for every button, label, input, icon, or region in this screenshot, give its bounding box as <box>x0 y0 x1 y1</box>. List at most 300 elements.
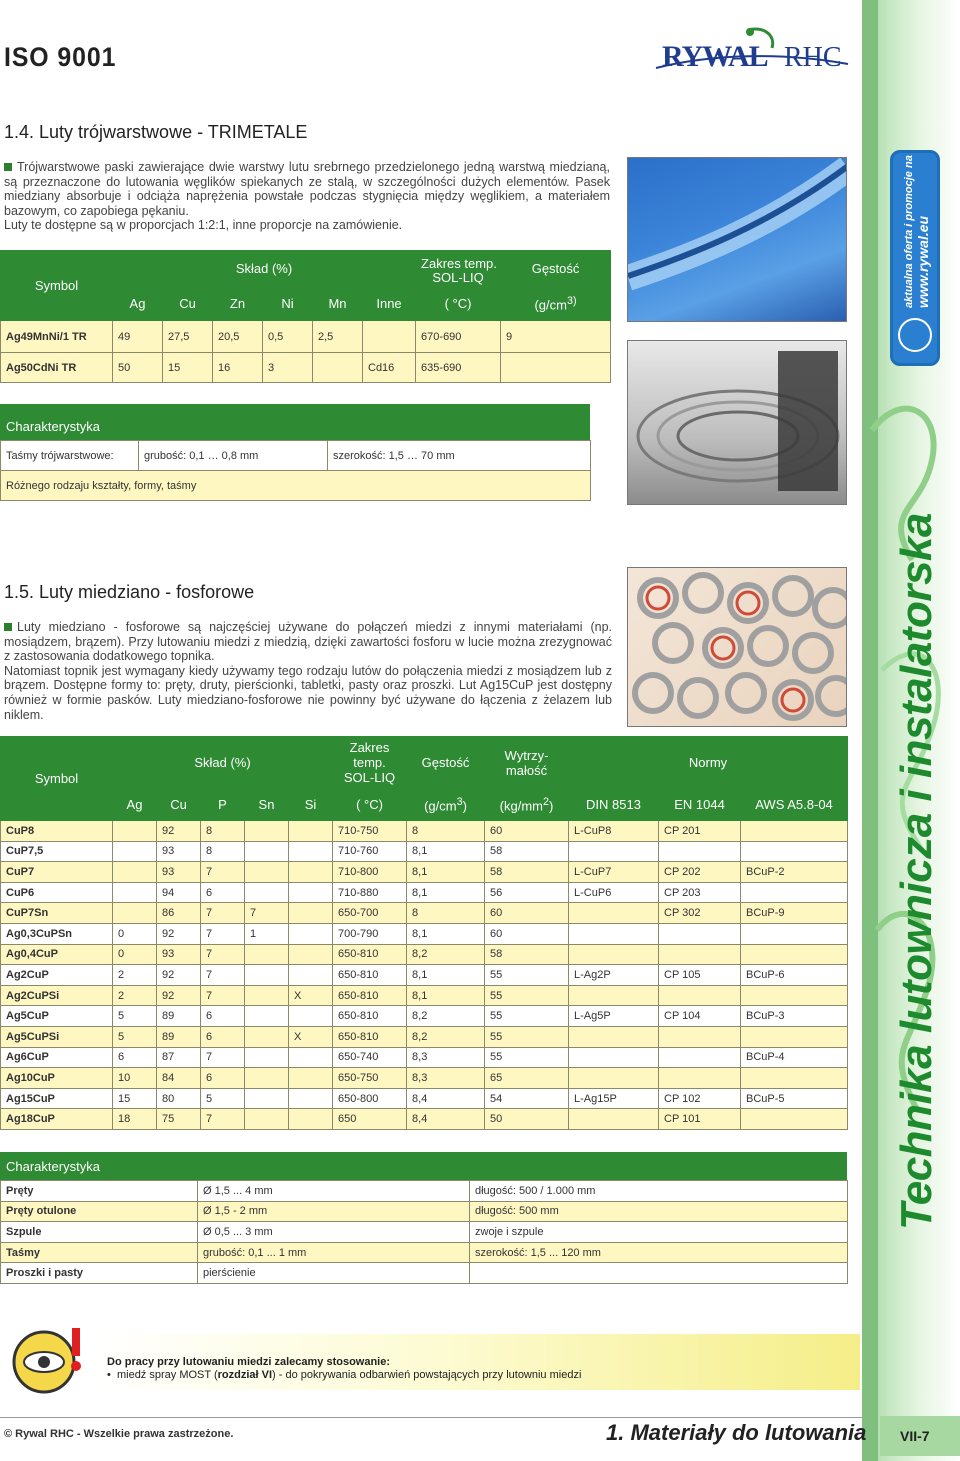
cell: CP 102 <box>659 1088 741 1109</box>
cell: 650-740 <box>333 1047 407 1068</box>
cell <box>659 1068 741 1089</box>
col-normy: Normy <box>569 737 848 789</box>
cell: szerokość: 1,5 … 70 mm <box>328 441 591 471</box>
cell <box>289 1006 333 1027</box>
cell: Ø 1,5 ... 4 mm <box>198 1181 470 1202</box>
cell: 7 <box>201 985 245 1006</box>
cell: L-Ag2P <box>569 965 659 986</box>
section-15-description <box>4 620 612 722</box>
table-row <box>1 821 848 842</box>
cell: 8,1 <box>407 965 485 986</box>
cell: 55 <box>485 1006 569 1027</box>
cell <box>289 944 333 965</box>
cell <box>741 841 848 862</box>
strength-sup: 2 <box>543 795 550 808</box>
cell: 0,5 <box>263 321 313 353</box>
col-zakres <box>416 251 501 287</box>
cell: Cd16 <box>363 353 416 383</box>
cell: 710-760 <box>333 841 407 862</box>
cell: 3 <box>263 353 313 383</box>
cell: 7 <box>201 903 245 924</box>
cell: 0 <box>113 923 157 944</box>
zakres-temp-label: temp. <box>353 755 386 770</box>
cell <box>289 923 333 944</box>
cell <box>113 882 157 903</box>
table-row <box>1 1109 848 1130</box>
cell <box>113 841 157 862</box>
cell: 5 <box>113 1026 157 1047</box>
cell: 8,1 <box>407 841 485 862</box>
cell: 635-690 <box>416 353 501 383</box>
section-15-para-1: Luty miedziano - fosforowe są najczęściej używane do połączeń miedzi z innymi materiałami (np. mosiądzem, brązem). Przy lutowaniu miedzi z miedzią, dzięki zawartości fosforu w lucie można zrezygnować z zastosowania dodatkowego topnika. <box>4 620 612 664</box>
density-sup: 3 <box>456 795 463 808</box>
cell <box>289 965 333 986</box>
col-p: P <box>201 789 245 821</box>
cell <box>289 1047 333 1068</box>
col-zakres <box>333 737 407 789</box>
col-sklad: Skład (%) <box>113 251 416 287</box>
note-bullet <box>107 1369 581 1381</box>
col-sklad: Skład (%) <box>113 737 333 789</box>
strength-unit: (kg/mm <box>499 798 543 814</box>
cell: 710-800 <box>333 862 407 883</box>
col-inne: Inne <box>363 287 416 321</box>
cell: 80 <box>157 1088 201 1109</box>
cell: 2 <box>113 985 157 1006</box>
cell: 6 <box>201 882 245 903</box>
section-14-para-2: Luty te dostępne są w proporcjach 1:2:1, inne proporcje na zamówienie. <box>4 218 403 233</box>
cell <box>363 321 416 353</box>
wytrzy-label-1: Wytrzy- <box>504 747 549 763</box>
cell: 670-690 <box>416 321 501 353</box>
cell <box>289 862 333 883</box>
wire-spool-photo <box>627 340 847 505</box>
section-14-title: 1.4. Luty trójwarstwowe - TRIMETALE <box>4 122 308 142</box>
page-number: VII-7 <box>900 1428 930 1444</box>
cell: 8,4 <box>407 1109 485 1130</box>
cell: L-CuP7 <box>569 862 659 883</box>
col-mn: Mn <box>313 287 363 321</box>
cell: 60 <box>485 903 569 924</box>
cell: 5 <box>113 1006 157 1027</box>
cell: grubość: 0,1 … 0,8 mm <box>139 441 328 471</box>
cell: 650-800 <box>333 1088 407 1109</box>
col-cu: Cu <box>157 789 201 821</box>
cell <box>659 1026 741 1047</box>
density-unit: (g/cm <box>534 297 567 313</box>
logo-text-rywal: RYWAL <box>662 40 768 73</box>
cell: 18 <box>113 1109 157 1130</box>
cell <box>569 923 659 944</box>
cell: 7 <box>201 862 245 883</box>
note-text-bold: rozdział VI <box>217 1369 273 1381</box>
cell: CuP8 <box>1 821 113 842</box>
cell: 65 <box>485 1068 569 1089</box>
footer-copyright: © Rywal RHC - Wszelkie prawa zastrzeżone. <box>4 1428 234 1440</box>
cell: 8,3 <box>407 1047 485 1068</box>
characteristics-table-15 <box>0 1180 848 1284</box>
cell: 84 <box>157 1068 201 1089</box>
cell: 8 <box>201 841 245 862</box>
solliq-label: SOL-LIQ <box>343 770 396 785</box>
cell: 16 <box>213 353 263 383</box>
cell: Ø 1,5 - 2 mm <box>198 1201 470 1222</box>
wire-coil-icon <box>628 341 847 505</box>
cell: 58 <box>485 944 569 965</box>
col-density-unit <box>501 287 611 321</box>
cell <box>245 882 289 903</box>
cell: pierścienie <box>198 1263 470 1284</box>
cell: X <box>289 985 333 1006</box>
cell: CuP7 <box>1 862 113 883</box>
cell: CP 105 <box>659 965 741 986</box>
cell: Ag2CuP <box>1 965 113 986</box>
cell: 8,1 <box>407 862 485 883</box>
cell: 49 <box>113 321 163 353</box>
cell <box>569 841 659 862</box>
cell: 60 <box>485 821 569 842</box>
cell: CP 203 <box>659 882 741 903</box>
cell <box>245 862 289 883</box>
cell: 75 <box>157 1109 201 1130</box>
table-row <box>1 1026 848 1047</box>
cell: 0 <box>113 944 157 965</box>
cell: 94 <box>157 882 201 903</box>
cell: 89 <box>157 1026 201 1047</box>
cell <box>741 1068 848 1089</box>
cell: BCuP-4 <box>741 1047 848 1068</box>
wytrzy-label-2: małość <box>505 762 548 778</box>
cell: L-CuP8 <box>569 821 659 842</box>
cell: 86 <box>157 903 201 924</box>
cell: BCuP-9 <box>741 903 848 924</box>
cell <box>569 1068 659 1089</box>
col-ni: Ni <box>263 287 313 321</box>
bullet-dot-icon: • <box>107 1369 117 1381</box>
table-row <box>1 965 848 986</box>
cell: Pręty <box>1 1181 198 1202</box>
cell: L-Ag5P <box>569 1006 659 1027</box>
cell: CP 101 <box>659 1109 741 1130</box>
warning-eye-icon <box>4 1322 88 1394</box>
cell <box>659 944 741 965</box>
table-row <box>1 321 611 353</box>
cell: Ag5CuPSi <box>1 1026 113 1047</box>
cell: 650-700 <box>333 903 407 924</box>
cell <box>741 821 848 842</box>
cell: 92 <box>157 923 201 944</box>
cell: Ag5CuP <box>1 1006 113 1027</box>
cell: Taśmy <box>1 1242 198 1263</box>
cell: 6 <box>113 1047 157 1068</box>
cell: 6 <box>201 1006 245 1027</box>
col-symbol: Symbol <box>1 251 113 321</box>
col-sn: Sn <box>245 789 289 821</box>
cell: 15 <box>163 353 213 383</box>
cell: BCuP-3 <box>741 1006 848 1027</box>
cell <box>245 821 289 842</box>
cell: CuP7,5 <box>1 841 113 862</box>
cell <box>659 1047 741 1068</box>
col-ag: Ag <box>113 287 163 321</box>
cell <box>659 841 741 862</box>
cell <box>289 1068 333 1089</box>
sidebar-title: Technika lutownicza i instalatorska <box>892 513 941 1230</box>
table-row <box>1 841 848 862</box>
cell: 7 <box>201 944 245 965</box>
cell: Ag2CuPSi <box>1 985 113 1006</box>
col-zn: Zn <box>213 287 263 321</box>
cell: 8,3 <box>407 1068 485 1089</box>
cell <box>569 1026 659 1047</box>
cell: 55 <box>485 1047 569 1068</box>
cell: 650-810 <box>333 965 407 986</box>
cell: 2 <box>113 965 157 986</box>
table-row <box>1 903 848 924</box>
cell: Ag50CdNi TR <box>1 353 113 383</box>
table-row <box>1 1201 848 1222</box>
col-ag: Ag <box>113 789 157 821</box>
table-row <box>1 1006 848 1027</box>
cell <box>113 821 157 842</box>
promo-text <box>902 108 930 308</box>
note-title: Do pracy przy lutowaniu miedzi zalecamy stosowanie: <box>107 1356 391 1368</box>
cell: 58 <box>485 862 569 883</box>
cell: Ag0,4CuP <box>1 944 113 965</box>
cell <box>113 903 157 924</box>
bullet-icon <box>4 163 12 171</box>
cell <box>313 353 363 383</box>
cell: 92 <box>157 821 201 842</box>
col-din: DIN 8513 <box>569 789 659 821</box>
cell: 6 <box>201 1026 245 1047</box>
cell <box>245 965 289 986</box>
cell <box>245 985 289 1006</box>
cell <box>741 985 848 1006</box>
cell: 7 <box>201 965 245 986</box>
cell <box>289 1109 333 1130</box>
col-gestosc: Gęstość <box>407 737 485 789</box>
characteristics-table-14 <box>0 440 591 501</box>
col-symbol: Symbol <box>1 737 113 821</box>
company-logo <box>652 24 852 80</box>
cell: 8,1 <box>407 882 485 903</box>
cell: 650-810 <box>333 1006 407 1027</box>
cell: 710-750 <box>333 821 407 842</box>
section-15-title: 1.5. Luty miedziano - fosforowe <box>4 582 255 602</box>
cell: 8,4 <box>407 1088 485 1109</box>
section-14-description <box>4 160 610 233</box>
cell: 650-810 <box>333 985 407 1006</box>
cell: 15 <box>113 1088 157 1109</box>
cell: 56 <box>485 882 569 903</box>
table-row <box>1 882 848 903</box>
cell <box>113 862 157 883</box>
table-row <box>1 1222 848 1243</box>
cell: 27,5 <box>163 321 213 353</box>
col-temp-unit: ( °C) <box>333 789 407 821</box>
cell: Taśmy trójwarstwowe: <box>1 441 139 471</box>
solliq-label: SOL-LIQ <box>432 269 484 285</box>
cell: 50 <box>485 1109 569 1130</box>
cell: 6 <box>201 1068 245 1089</box>
cell: 2,5 <box>313 321 363 353</box>
cell <box>245 841 289 862</box>
table-row <box>1 944 848 965</box>
iso-label: ISO 9001 <box>4 42 117 72</box>
cell: 7 <box>201 1047 245 1068</box>
cell: 55 <box>485 985 569 1006</box>
cell <box>289 821 333 842</box>
cell: Szpule <box>1 1222 198 1243</box>
cell: 93 <box>157 841 201 862</box>
section-15-para-2: Natomiast topnik jest wymagany kiedy używamy tego rodzaju lutów do połączenia miedzi z mosiądzem lub z brązem. Dostępne formy to: pręty, druty, pierścionki, tabletki, pasty oraz proszki. Lut Ag15CuP jest dostępny również w formie pasków. Luty miedziano-fosforowe nie powinny być używane do łączenia z żelazem lub niklem. <box>4 663 612 722</box>
cell: 7 <box>201 923 245 944</box>
cell <box>501 353 611 383</box>
note-text-pre: miedź spray MOST ( <box>116 1369 218 1381</box>
col-cu: Cu <box>163 287 213 321</box>
trimetal-table <box>0 250 611 383</box>
table-row <box>1 1263 848 1284</box>
cell <box>289 841 333 862</box>
bullet-icon <box>4 623 12 631</box>
cell: X <box>289 1026 333 1047</box>
cell <box>245 1006 289 1027</box>
cell: Proszki i pasty <box>1 1263 198 1284</box>
cell <box>569 1109 659 1130</box>
copper-rings-photo <box>627 567 847 727</box>
cell <box>569 985 659 1006</box>
metal-strip-icon <box>628 158 847 322</box>
cell: Ag6CuP <box>1 1047 113 1068</box>
cell <box>245 1068 289 1089</box>
cell <box>659 923 741 944</box>
footer-divider <box>0 1417 862 1418</box>
cell <box>245 1109 289 1130</box>
col-strength-unit <box>485 789 569 821</box>
cell <box>569 903 659 924</box>
density-close: ) <box>462 798 467 814</box>
footer-chapter-title: 1. Materiały do lutowania <box>606 1420 867 1445</box>
table-row <box>1 923 848 944</box>
col-aws: AWS A5.8-04 <box>741 789 848 821</box>
table-row <box>1 1088 848 1109</box>
cell <box>470 1263 848 1284</box>
cell: CP 104 <box>659 1006 741 1027</box>
rywal-badge-icon <box>898 318 932 352</box>
cell: zwoje i szpule <box>470 1222 848 1243</box>
cell <box>289 882 333 903</box>
cell: 8 <box>407 821 485 842</box>
density-unit: (g/cm <box>424 798 457 814</box>
cell <box>289 903 333 924</box>
cell: 50 <box>113 353 163 383</box>
cell: 8,2 <box>407 1006 485 1027</box>
cell: 9 <box>501 321 611 353</box>
table-row <box>1 1181 848 1202</box>
cell: 60 <box>485 923 569 944</box>
cell: długość: 500 / 1.000 mm <box>470 1181 848 1202</box>
cell <box>245 1047 289 1068</box>
cell <box>741 1109 848 1130</box>
cell <box>289 1088 333 1109</box>
cell: BCuP-6 <box>741 965 848 986</box>
cell <box>569 944 659 965</box>
cell <box>245 1026 289 1047</box>
cell: szerokość: 1,5 ... 120 mm <box>470 1242 848 1263</box>
cell: Ag15CuP <box>1 1088 113 1109</box>
zakres-label: Zakres temp. <box>421 255 497 271</box>
table-row <box>1 353 611 383</box>
cell: 87 <box>157 1047 201 1068</box>
cell: 7 <box>245 903 289 924</box>
cell: 92 <box>157 985 201 1006</box>
cell: długość: 500 mm <box>470 1201 848 1222</box>
cell: Ø 0,5 ... 3 mm <box>198 1222 470 1243</box>
cell: L-CuP6 <box>569 882 659 903</box>
cell: 10 <box>113 1068 157 1089</box>
cell: 650-810 <box>333 1026 407 1047</box>
table-row <box>1 985 848 1006</box>
cell <box>741 882 848 903</box>
cell <box>569 1047 659 1068</box>
section-14-para-1: Trójwarstwowe paski zawierające dwie warstwy lutu srebrnego przedzielonego jedną warstwą miedzianą, są przeznaczone do lutowania węglików spiekanych ze stalą, w szczególności dużych elementów. Pasek miedziany absorbuje i odciąża naprężenia powstałe podczas stygnięcia między węglikiem, a materiałem bazowym, co zapobiega pękaniu. <box>4 160 610 218</box>
col-en: EN 1044 <box>659 789 741 821</box>
cell: 89 <box>157 1006 201 1027</box>
cell <box>245 1088 289 1109</box>
cell: 650 <box>333 1109 407 1130</box>
zakres-label: Zakres <box>349 740 390 755</box>
cell: 7 <box>201 1109 245 1130</box>
cell: 8,1 <box>407 923 485 944</box>
cell: 58 <box>485 841 569 862</box>
cell: 92 <box>157 965 201 986</box>
table-row <box>1 862 848 883</box>
cell: L-Ag15P <box>569 1088 659 1109</box>
cell <box>245 944 289 965</box>
cell: BCuP-2 <box>741 862 848 883</box>
cell: BCuP-5 <box>741 1088 848 1109</box>
cell <box>741 923 848 944</box>
cell: 93 <box>157 944 201 965</box>
cell <box>741 1026 848 1047</box>
cell <box>659 985 741 1006</box>
cell: Ag49MnNi/1 TR <box>1 321 113 353</box>
cell: 55 <box>485 965 569 986</box>
promo-url[interactable]: www.rywal.eu <box>915 215 931 308</box>
col-si: Si <box>289 789 333 821</box>
cell: Ag18CuP <box>1 1109 113 1130</box>
cell: 8,2 <box>407 1026 485 1047</box>
col-wytrzymalosc <box>485 737 569 789</box>
cell: CuP7Sn <box>1 903 113 924</box>
cell: CuP6 <box>1 882 113 903</box>
cell: 710-880 <box>333 882 407 903</box>
cell: 93 <box>157 862 201 883</box>
cell: 5 <box>201 1088 245 1109</box>
col-gestosc: Gęstość <box>501 251 611 287</box>
table-row <box>1 1047 848 1068</box>
strength-close: ) <box>549 798 554 814</box>
cell: 8,2 <box>407 944 485 965</box>
promo-line-1: aktualna oferta i promocje na <box>903 155 915 308</box>
cell: Pręty otulone <box>1 1201 198 1222</box>
characteristics-header-15: Charakterystyka <box>0 1152 847 1180</box>
col-density-unit <box>407 789 485 821</box>
cell: 1 <box>245 923 289 944</box>
col-temp-unit: ( °C) <box>416 287 501 321</box>
cell: grubość: 0,1 ... 1 mm <box>198 1242 470 1263</box>
